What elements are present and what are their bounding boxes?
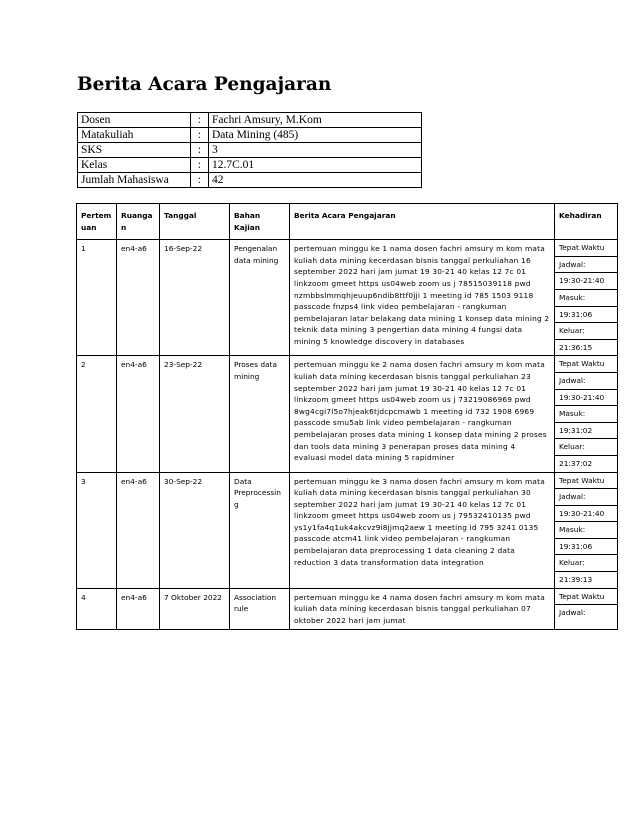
header-pertemuan: Pertemuan — [77, 204, 117, 240]
info-value: 3 — [209, 143, 422, 158]
header-bahan-kajian: Bahan Kajian — [230, 204, 290, 240]
masuk-value: 19:31:06 — [555, 307, 617, 324]
table-row — [77, 472, 618, 588]
cell-berita: pertemuan minggu ke 3 nama dosen fachri amsury m kom mata kuliah data mining kecerdasan bisnis tanggal perkuliahan 30 september 2022 hari jam jumat 19 30-21 40 kelas 12 7c 01 linkzoom gmeet https us04web zoom us j 79532410135 pwd ys1y1fa4q1uk4akcvz9i8jjmq2aew 1 meeting id 795 3241 0135 passcode atcm41 link video pembelajaran - rangkuman pembelajaran data preprocessing 1 data cleaning 2 data reduction 3 data transformation data integration — [290, 472, 555, 588]
page-title: Berita Acara Pengajaran — [77, 74, 332, 95]
cell-kehadiran — [555, 472, 618, 588]
keluar-label: Keluar: — [555, 439, 617, 456]
cell-ruang: en4-a6 — [117, 356, 160, 472]
attendance-status: Tepat Waktu — [555, 473, 617, 490]
info-separator: : — [191, 128, 209, 143]
keluar-label: Keluar: — [555, 323, 617, 340]
jadwal-value: 19:30-21:40 — [555, 390, 617, 407]
cell-tanggal: 16-Sep-22 — [160, 240, 230, 356]
keluar-value: 21:36:15 — [559, 342, 593, 352]
info-label: Matakuliah — [78, 128, 191, 143]
attendance-status: Tepat Waktu — [555, 240, 617, 257]
cell-bahan: Data Preprocessing — [230, 472, 290, 588]
info-row-jumlah-mahasiswa — [78, 173, 422, 188]
masuk-label: Masuk: — [555, 406, 617, 423]
table-header-row — [77, 204, 618, 240]
jadwal-label: Jadwal: — [555, 373, 617, 390]
cell-berita: pertemuan minggu ke 1 nama dosen fachri amsury m kom mata kuliah data mining kecerdasan bisnis tanggal perkuliahan 16 september 2022 hari jam jumat 19 30-21 40 kelas 12 7c 01 linkzoom gmeet https us04web zoom us j 78515039118 pwd nzmbbslmmqhjeuup6ndib8ttf0jji 1 meeting id 785 1503 9118 passcode fnzps4 link video pembelajaran - rangkuman pembelajaran latar belakang data mining 1 konsep data mining 2 teknik data mining 3 pengertian data mining 4 fungsi data mining 5 knowledge discovery in databases — [290, 240, 555, 356]
info-value: Data Mining (485) — [209, 128, 422, 143]
info-row-dosen — [78, 113, 422, 128]
info-label: Kelas — [78, 158, 191, 173]
cell-tanggal: 23-Sep-22 — [160, 356, 230, 472]
jadwal-label: Jadwal: — [555, 489, 617, 506]
jadwal-label: Jadwal: — [559, 608, 586, 618]
cell-bahan: Proses data mining — [230, 356, 290, 472]
info-separator: : — [191, 143, 209, 158]
cell-bahan: Association rule — [230, 588, 290, 630]
info-separator: : — [191, 173, 209, 188]
cell-ruang: en4-a6 — [117, 472, 160, 588]
cell-bahan: Pengenalan data mining — [230, 240, 290, 356]
cell-ruang: en4-a6 — [117, 588, 160, 630]
jadwal-label: Jadwal: — [555, 257, 617, 274]
info-table — [77, 112, 422, 188]
cell-kehadiran — [555, 356, 618, 472]
header-berita-acara: Berita Acara Pengajaran — [290, 204, 555, 240]
cell-berita: pertemuan minggu ke 2 nama dosen fachri amsury m kom mata kuliah data mining kecerdasan bisnis tanggal perkuliahan 23 september 2022 hari jam jumat 19 30-21 40 kelas 12 7c 01 linkzoom gmeet https us04web zoom us j 73219086969 pwd 8wg4cgi7l5o7hjeak6tjdcpcmawb 1 meeting id 732 1908 6969 passcode smu5ab link video pembelajaran - rangkuman pembelajaran proses data mining 1 konsep data mining 2 proses dan tools data mining 3 penerapan proses data mining 4 evaluasi model data mining 5 rapidminer — [290, 356, 555, 472]
info-value: 42 — [209, 173, 422, 188]
masuk-value: 19:31:06 — [555, 539, 617, 556]
cell-pertemuan: 1 — [77, 240, 117, 356]
keluar-value: 21:39:13 — [559, 575, 593, 585]
cell-ruang: en4-a6 — [117, 240, 160, 356]
attendance-table — [76, 203, 618, 630]
cell-pertemuan: 2 — [77, 356, 117, 472]
info-row-matakuliah — [78, 128, 422, 143]
cell-berita: pertemuan minggu ke 4 nama dosen fachri amsury m kom mata kuliah data mining kecerdasan bisnis tanggal perkuliahan 07 oktober 2022 hari jam jumat — [290, 588, 555, 630]
cell-pertemuan: 3 — [77, 472, 117, 588]
jadwal-value: 19:30-21:40 — [555, 506, 617, 523]
attendance-status: Tepat Waktu — [555, 356, 617, 373]
info-value: 12.7C.01 — [209, 158, 422, 173]
info-separator: : — [191, 113, 209, 128]
masuk-label: Masuk: — [555, 522, 617, 539]
info-value: Fachri Amsury, M.Kom — [209, 113, 422, 128]
table-row — [77, 240, 618, 356]
info-label: SKS — [78, 143, 191, 158]
masuk-value: 19:31:02 — [555, 423, 617, 440]
keluar-value: 21:37:02 — [559, 458, 593, 468]
cell-kehadiran — [555, 240, 618, 356]
info-row-sks — [78, 143, 422, 158]
table-row — [77, 356, 618, 472]
header-tanggal: Tanggal — [160, 204, 230, 240]
cell-pertemuan: 4 — [77, 588, 117, 630]
info-label: Jumlah Mahasiswa — [78, 173, 191, 188]
cell-tanggal: 30-Sep-22 — [160, 472, 230, 588]
masuk-label: Masuk: — [555, 290, 617, 307]
cell-kehadiran — [555, 588, 618, 630]
header-ruangan: Ruangan — [117, 204, 160, 240]
attendance-status: Tepat Waktu — [555, 589, 617, 606]
info-label: Dosen — [78, 113, 191, 128]
info-separator: : — [191, 158, 209, 173]
header-kehadiran: Kehadiran — [555, 204, 618, 240]
jadwal-value: 19:30-21:40 — [555, 273, 617, 290]
table-row — [77, 588, 618, 630]
keluar-label: Keluar: — [555, 555, 617, 572]
info-row-kelas — [78, 158, 422, 173]
cell-tanggal: 7 Oktober 2022 — [160, 588, 230, 630]
